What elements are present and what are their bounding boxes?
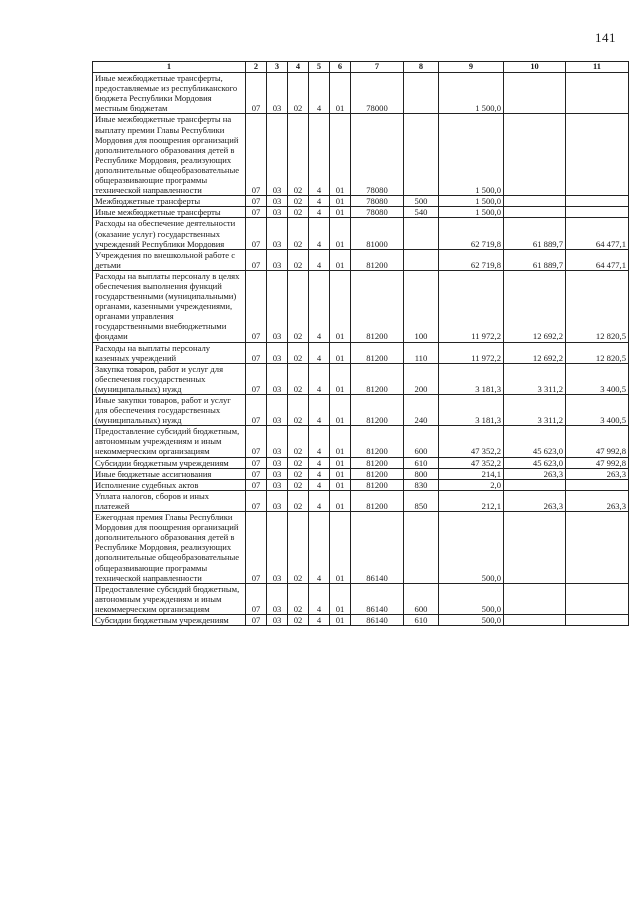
subprogram-code: 4 [309, 512, 330, 584]
amount-year-1: 2,0 [439, 479, 504, 490]
program-code: 02 [288, 73, 309, 114]
column-header: 8 [404, 62, 439, 73]
section-code: 07 [246, 614, 267, 625]
program-code: 02 [288, 614, 309, 625]
section-code: 07 [246, 270, 267, 342]
program-code: 02 [288, 196, 309, 207]
table-row [93, 395, 629, 426]
activity-code: 01 [330, 363, 351, 394]
table-row [93, 270, 629, 342]
subsection-code: 03 [267, 207, 288, 218]
amount-year-2 [504, 479, 566, 490]
subprogram-code: 4 [309, 207, 330, 218]
table-row [93, 479, 629, 490]
amount-year-3 [566, 196, 629, 207]
column-header: 6 [330, 62, 351, 73]
table-row [93, 468, 629, 479]
subprogram-code: 4 [309, 114, 330, 196]
expense-type-code: 800 [404, 468, 439, 479]
row-name: Субсидии бюджетным учреждениям [93, 457, 246, 468]
section-code: 07 [246, 73, 267, 114]
amount-year-3: 64 477,1 [566, 249, 629, 270]
amount-year-3: 263,3 [566, 490, 629, 511]
program-code: 02 [288, 207, 309, 218]
column-number-row [93, 62, 629, 73]
amount-year-2: 12 692,2 [504, 270, 566, 342]
subsection-code: 03 [267, 363, 288, 394]
subprogram-code: 4 [309, 583, 330, 614]
direction-code: 81000 [351, 218, 404, 249]
row-name: Межбюджетные трансферты [93, 196, 246, 207]
row-name: Иные бюджетные ассигнования [93, 468, 246, 479]
row-name: Субсидии бюджетным учреждениям [93, 614, 246, 625]
amount-year-2: 263,3 [504, 490, 566, 511]
column-header: 5 [309, 62, 330, 73]
direction-code: 78000 [351, 73, 404, 114]
expense-type-code: 830 [404, 479, 439, 490]
amount-year-2 [504, 512, 566, 584]
table-row [93, 207, 629, 218]
direction-code: 86140 [351, 512, 404, 584]
section-code: 07 [246, 114, 267, 196]
section-code: 07 [246, 583, 267, 614]
row-name: Иные межбюджетные трансферты на выплату премии Главы Республики Мордовия для поощрения организаций дополнительного образования детей в Республике Мордовия, реализующих дополнительные общеобразовательные общеразвивающие программы технической направленности [93, 114, 246, 196]
section-code: 07 [246, 342, 267, 363]
row-name: Расходы на обеспечение деятельности (оказание услуг) государственных учреждений Республики Мордовия [93, 218, 246, 249]
program-code: 02 [288, 512, 309, 584]
expense-type-code [404, 73, 439, 114]
amount-year-3 [566, 114, 629, 196]
subprogram-code: 4 [309, 395, 330, 426]
subsection-code: 03 [267, 490, 288, 511]
row-name: Предоставление субсидий бюджетным, автономным учреждениям и иным некоммерческим организациям [93, 583, 246, 614]
row-name: Ежегодная премия Главы Республики Мордовия для поощрения организаций дополнительного образования детей в Республике Мордовия, реализующих дополнительные общеобразовательные общеразвивающие программы технической направленности [93, 512, 246, 584]
direction-code: 81200 [351, 363, 404, 394]
subprogram-code: 4 [309, 363, 330, 394]
expense-type-code [404, 249, 439, 270]
subsection-code: 03 [267, 614, 288, 625]
expense-type-code: 600 [404, 583, 439, 614]
activity-code: 01 [330, 468, 351, 479]
amount-year-1: 500,0 [439, 614, 504, 625]
amount-year-3: 12 820,5 [566, 342, 629, 363]
amount-year-2: 3 311,2 [504, 363, 566, 394]
section-code: 07 [246, 490, 267, 511]
budget-table [92, 61, 629, 626]
section-code: 07 [246, 218, 267, 249]
column-header: 9 [439, 62, 504, 73]
activity-code: 01 [330, 583, 351, 614]
activity-code: 01 [330, 426, 351, 457]
amount-year-1: 1 500,0 [439, 73, 504, 114]
column-header: 2 [246, 62, 267, 73]
amount-year-2: 263,3 [504, 468, 566, 479]
row-name: Исполнение судебных актов [93, 479, 246, 490]
amount-year-2: 12 692,2 [504, 342, 566, 363]
table-row [93, 512, 629, 584]
direction-code: 81200 [351, 270, 404, 342]
amount-year-3 [566, 512, 629, 584]
activity-code: 01 [330, 457, 351, 468]
section-code: 07 [246, 512, 267, 584]
direction-code: 81200 [351, 457, 404, 468]
subprogram-code: 4 [309, 196, 330, 207]
amount-year-1: 214,1 [439, 468, 504, 479]
amount-year-3: 3 400,5 [566, 395, 629, 426]
amount-year-1: 47 352,2 [439, 457, 504, 468]
table-row [93, 457, 629, 468]
subsection-code: 03 [267, 342, 288, 363]
expense-type-code: 500 [404, 196, 439, 207]
amount-year-2 [504, 114, 566, 196]
subsection-code: 03 [267, 218, 288, 249]
amount-year-2: 61 889,7 [504, 218, 566, 249]
subprogram-code: 4 [309, 490, 330, 511]
amount-year-1: 62 719,8 [439, 218, 504, 249]
row-name: Закупка товаров, работ и услуг для обеспечения государственных (муниципальных) нужд [93, 363, 246, 394]
amount-year-2 [504, 583, 566, 614]
program-code: 02 [288, 114, 309, 196]
amount-year-1: 47 352,2 [439, 426, 504, 457]
amount-year-1: 62 719,8 [439, 249, 504, 270]
section-code: 07 [246, 395, 267, 426]
subsection-code: 03 [267, 73, 288, 114]
subprogram-code: 4 [309, 73, 330, 114]
column-header: 7 [351, 62, 404, 73]
subsection-code: 03 [267, 457, 288, 468]
subprogram-code: 4 [309, 479, 330, 490]
program-code: 02 [288, 363, 309, 394]
table-row [93, 342, 629, 363]
amount-year-2: 45 623,0 [504, 457, 566, 468]
direction-code: 81200 [351, 479, 404, 490]
table-row [93, 490, 629, 511]
row-name: Иные закупки товаров, работ и услуг для обеспечения государственных (муниципальных) нужд [93, 395, 246, 426]
amount-year-3 [566, 583, 629, 614]
direction-code: 81200 [351, 395, 404, 426]
amount-year-2: 3 311,2 [504, 395, 566, 426]
expense-type-code: 610 [404, 614, 439, 625]
amount-year-1: 1 500,0 [439, 196, 504, 207]
amount-year-2 [504, 207, 566, 218]
amount-year-1: 500,0 [439, 583, 504, 614]
subsection-code: 03 [267, 583, 288, 614]
program-code: 02 [288, 395, 309, 426]
subprogram-code: 4 [309, 270, 330, 342]
expense-type-code [404, 218, 439, 249]
program-code: 02 [288, 457, 309, 468]
column-header: 10 [504, 62, 566, 73]
section-code: 07 [246, 196, 267, 207]
amount-year-1: 3 181,3 [439, 363, 504, 394]
direction-code: 81200 [351, 468, 404, 479]
program-code: 02 [288, 583, 309, 614]
section-code: 07 [246, 363, 267, 394]
subsection-code: 03 [267, 426, 288, 457]
amount-year-3: 47 992,8 [566, 457, 629, 468]
table-row [93, 426, 629, 457]
activity-code: 01 [330, 342, 351, 363]
amount-year-1: 11 972,2 [439, 342, 504, 363]
direction-code: 86140 [351, 583, 404, 614]
section-code: 07 [246, 479, 267, 490]
amount-year-1: 3 181,3 [439, 395, 504, 426]
activity-code: 01 [330, 114, 351, 196]
amount-year-2: 61 889,7 [504, 249, 566, 270]
amount-year-2 [504, 614, 566, 625]
amount-year-3: 12 820,5 [566, 270, 629, 342]
section-code: 07 [246, 468, 267, 479]
amount-year-2 [504, 196, 566, 207]
column-header: 4 [288, 62, 309, 73]
section-code: 07 [246, 426, 267, 457]
row-name: Расходы на выплаты персоналу в целях обеспечения выполнения функций государственными (муниципальными) органами, казенными учреждениями, органами управления государственными внебюджетными фондами [93, 270, 246, 342]
subsection-code: 03 [267, 479, 288, 490]
amount-year-2 [504, 73, 566, 114]
row-name: Иные межбюджетные трансферты, предоставляемые из республиканского бюджета Республики Мордовия местным бюджетам [93, 73, 246, 114]
amount-year-1: 11 972,2 [439, 270, 504, 342]
amount-year-1: 212,1 [439, 490, 504, 511]
amount-year-1: 500,0 [439, 512, 504, 584]
program-code: 02 [288, 249, 309, 270]
activity-code: 01 [330, 614, 351, 625]
amount-year-3 [566, 207, 629, 218]
direction-code: 78080 [351, 114, 404, 196]
table-row [93, 363, 629, 394]
table-row [93, 249, 629, 270]
table-body [93, 73, 629, 626]
expense-type-code: 240 [404, 395, 439, 426]
program-code: 02 [288, 270, 309, 342]
amount-year-3 [566, 479, 629, 490]
direction-code: 81200 [351, 490, 404, 511]
amount-year-3: 3 400,5 [566, 363, 629, 394]
subsection-code: 03 [267, 270, 288, 342]
row-name: Уплата налогов, сборов и иных платежей [93, 490, 246, 511]
subprogram-code: 4 [309, 342, 330, 363]
table-row [93, 196, 629, 207]
direction-code: 81200 [351, 342, 404, 363]
activity-code: 01 [330, 218, 351, 249]
program-code: 02 [288, 490, 309, 511]
table-row [93, 583, 629, 614]
expense-type-code [404, 512, 439, 584]
expense-type-code: 600 [404, 426, 439, 457]
subprogram-code: 4 [309, 426, 330, 457]
subprogram-code: 4 [309, 468, 330, 479]
subsection-code: 03 [267, 196, 288, 207]
program-code: 02 [288, 468, 309, 479]
subprogram-code: 4 [309, 614, 330, 625]
activity-code: 01 [330, 479, 351, 490]
activity-code: 01 [330, 395, 351, 426]
activity-code: 01 [330, 249, 351, 270]
activity-code: 01 [330, 207, 351, 218]
expense-type-code [404, 114, 439, 196]
subsection-code: 03 [267, 249, 288, 270]
table-row [93, 614, 629, 625]
column-header: 11 [566, 62, 629, 73]
activity-code: 01 [330, 196, 351, 207]
direction-code: 81200 [351, 426, 404, 457]
row-name: Расходы на выплаты персоналу казенных учреждений [93, 342, 246, 363]
section-code: 07 [246, 207, 267, 218]
table-row [93, 73, 629, 114]
expense-type-code: 100 [404, 270, 439, 342]
amount-year-3 [566, 73, 629, 114]
expense-type-code: 540 [404, 207, 439, 218]
subsection-code: 03 [267, 468, 288, 479]
direction-code: 78080 [351, 196, 404, 207]
program-code: 02 [288, 342, 309, 363]
subprogram-code: 4 [309, 457, 330, 468]
row-name: Предоставление субсидий бюджетным, автономным учреждениям и иным некоммерческим организациям [93, 426, 246, 457]
subsection-code: 03 [267, 395, 288, 426]
amount-year-3: 47 992,8 [566, 426, 629, 457]
amount-year-3: 64 477,1 [566, 218, 629, 249]
amount-year-1: 1 500,0 [439, 114, 504, 196]
expense-type-code: 200 [404, 363, 439, 394]
table-row [93, 114, 629, 196]
program-code: 02 [288, 426, 309, 457]
direction-code: 78080 [351, 207, 404, 218]
subsection-code: 03 [267, 114, 288, 196]
amount-year-2: 45 623,0 [504, 426, 566, 457]
activity-code: 01 [330, 512, 351, 584]
section-code: 07 [246, 249, 267, 270]
subsection-code: 03 [267, 512, 288, 584]
row-name: Учреждения по внешкольной работе с детьми [93, 249, 246, 270]
program-code: 02 [288, 218, 309, 249]
activity-code: 01 [330, 270, 351, 342]
amount-year-1: 1 500,0 [439, 207, 504, 218]
subprogram-code: 4 [309, 249, 330, 270]
column-header: 3 [267, 62, 288, 73]
expense-type-code: 850 [404, 490, 439, 511]
section-code: 07 [246, 457, 267, 468]
activity-code: 01 [330, 73, 351, 114]
direction-code: 86140 [351, 614, 404, 625]
table-row [93, 218, 629, 249]
subprogram-code: 4 [309, 218, 330, 249]
expense-type-code: 610 [404, 457, 439, 468]
direction-code: 81200 [351, 249, 404, 270]
activity-code: 01 [330, 490, 351, 511]
amount-year-3: 263,3 [566, 468, 629, 479]
row-name: Иные межбюджетные трансферты [93, 207, 246, 218]
amount-year-3 [566, 614, 629, 625]
column-header: 1 [93, 62, 246, 73]
expense-type-code: 110 [404, 342, 439, 363]
program-code: 02 [288, 479, 309, 490]
page-number: 141 [595, 30, 616, 45]
